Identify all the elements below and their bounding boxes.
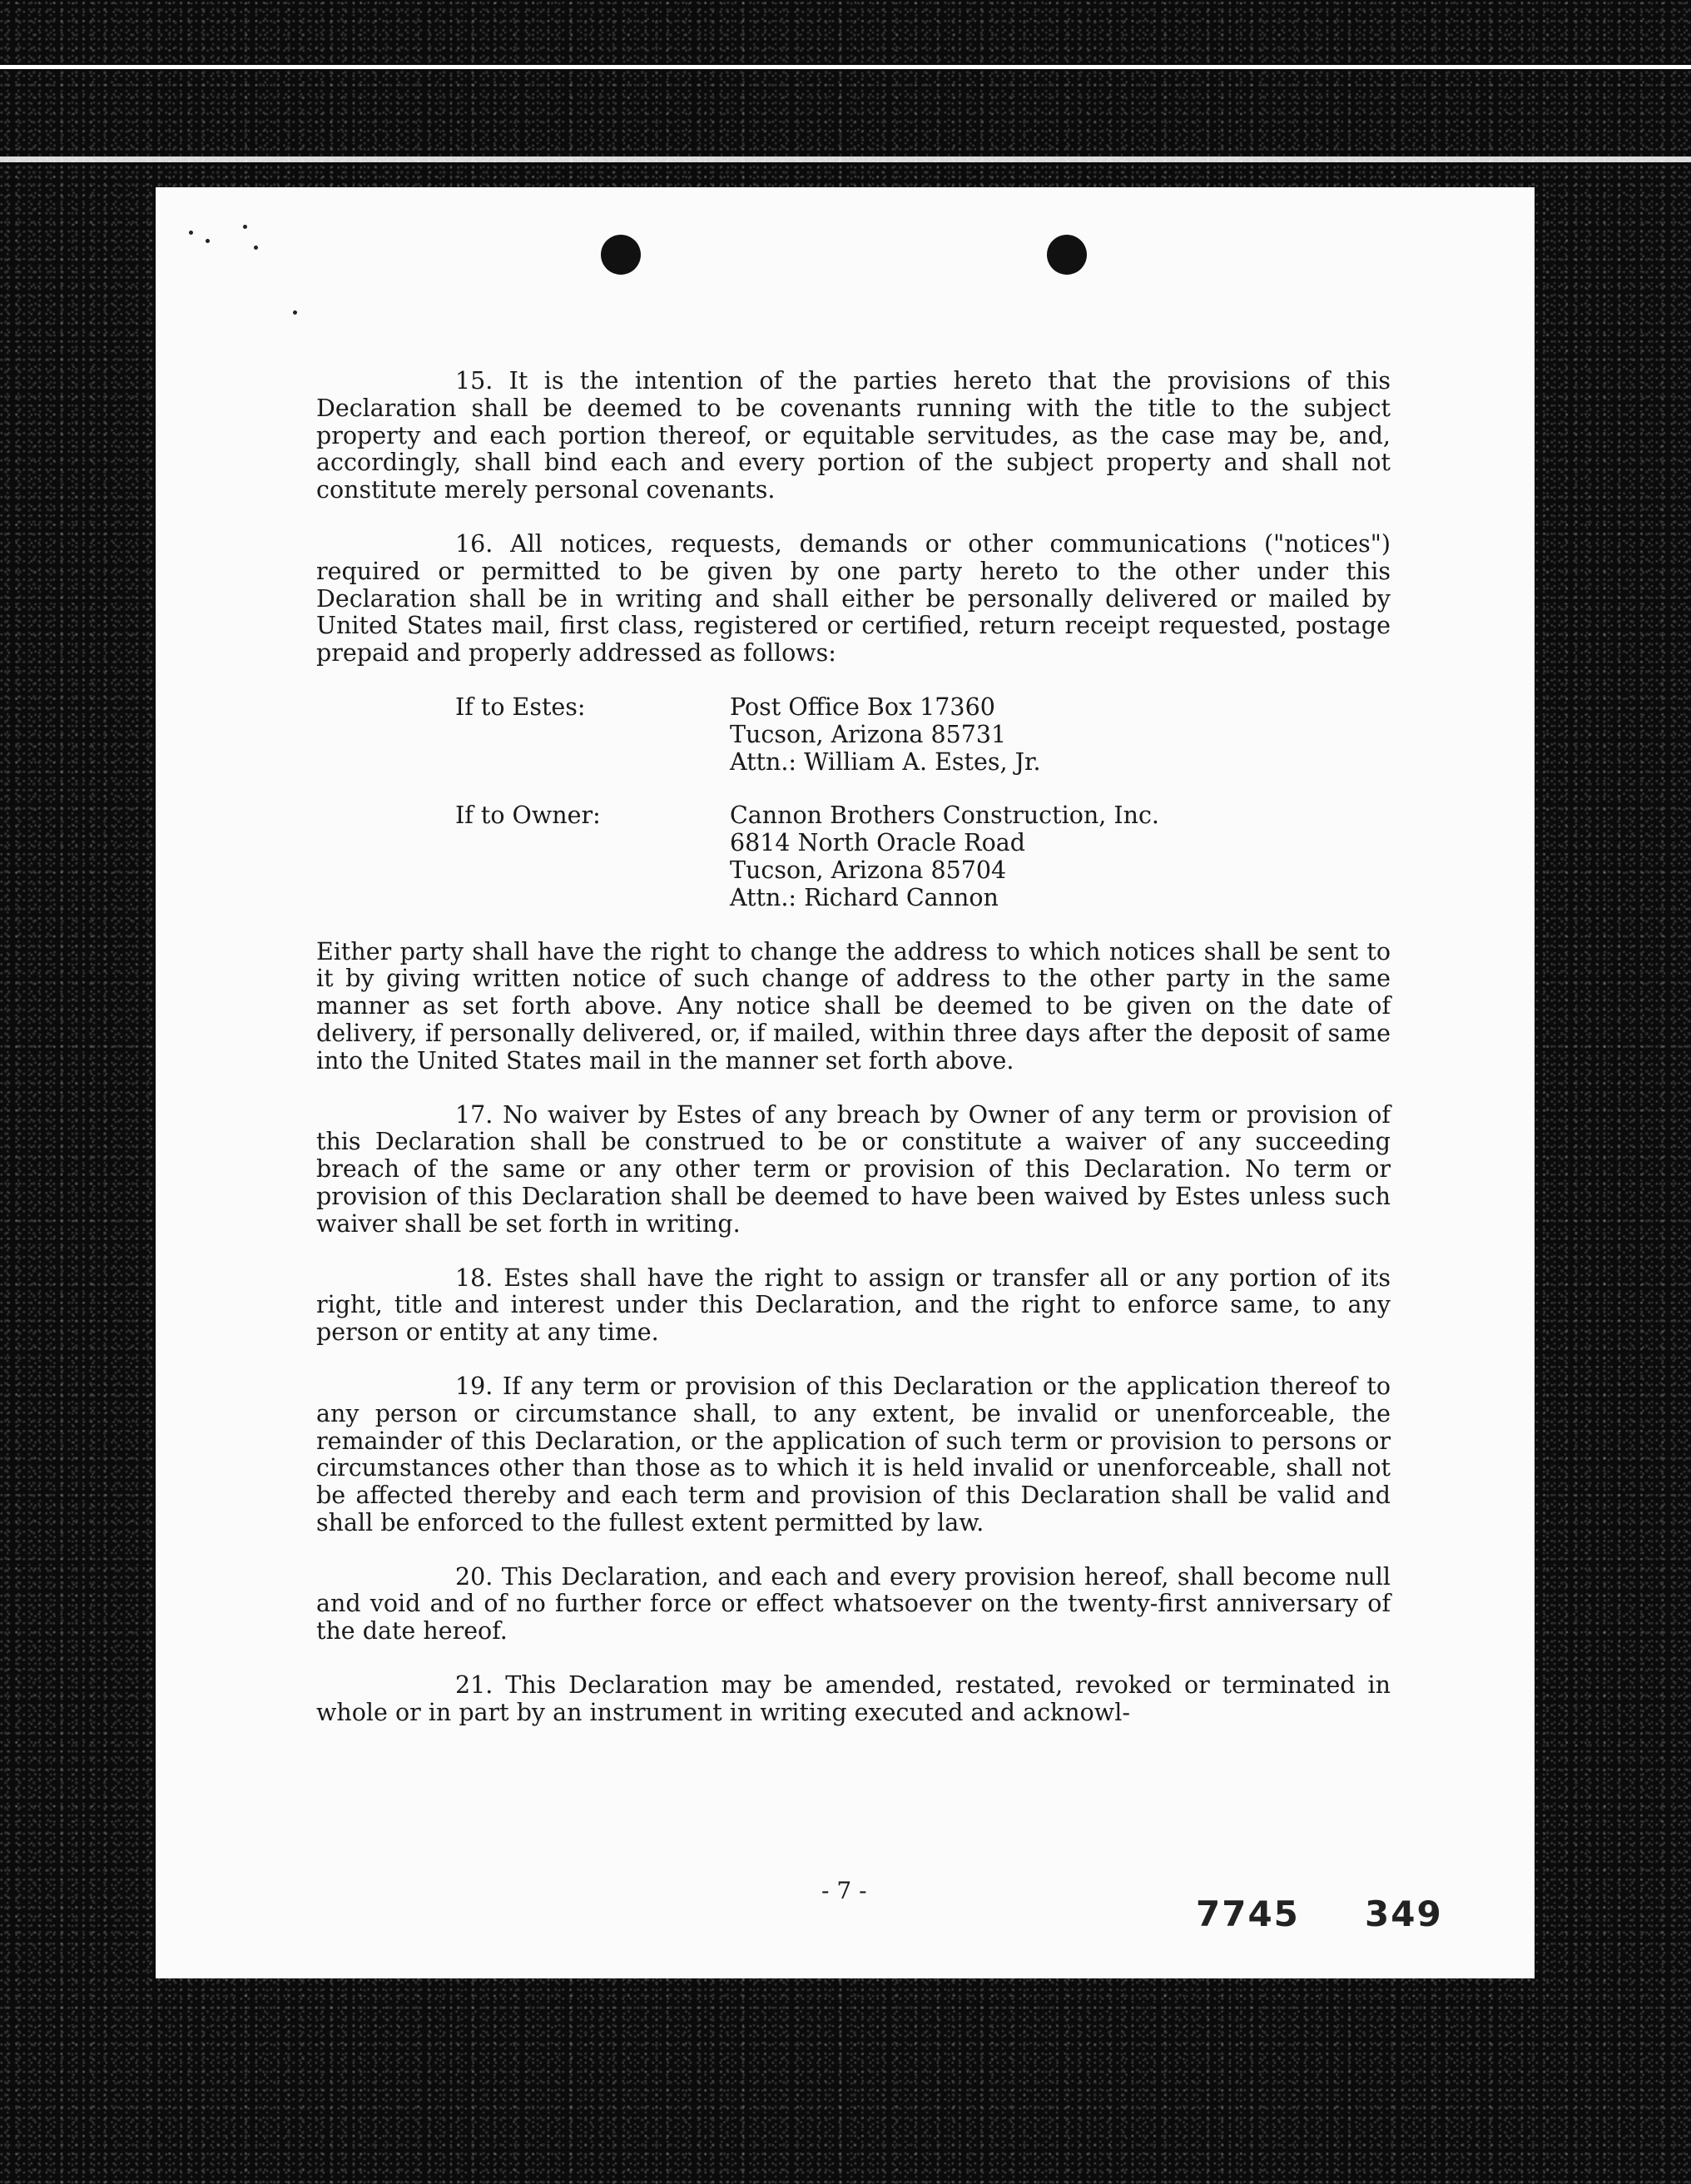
paragraph-16-continuation: Either party shall have the right to change the address to which notices shall be sent to it by giving written notice of such change of address to the other party in the same manner as set forth above. Any notice shall be deemed to be given on the date of delivery, if personally delivered, or, if mailed, within three days after the deposit of same into the United States mail in the manner set forth above. [316, 937, 1391, 1075]
punch-hole-left [601, 235, 641, 275]
declaration-text [316, 368, 1391, 1754]
address-label-owner: If to Owner: [455, 802, 601, 830]
recording-page-number: 349 [1365, 1894, 1443, 1934]
notice-address-estes [316, 694, 1391, 776]
notice-address-owner [316, 802, 1391, 911]
paragraph-19: 19. If any term or provision of this Declaration or the application thereof to any person or circumstance shall, to any extent, be invalid or unenforceable, the remainder of this Declaration, or the application of such term or provision to persons or circumstances other than those as to which it is held invalid or unenforceable, shall not be affected thereby and each term and provision of this Declaration shall be valid and shall be enforced to the fullest extent permitted by law. [316, 1372, 1391, 1536]
paragraph-21: 21. This Declaration may be amended, restated, revoked or terminated in whole or in part by an instrument in writing executed and acknowl- [316, 1671, 1391, 1726]
recording-book-number: 7745 [1196, 1894, 1300, 1934]
address-lines-owner: Cannon Brothers Construction, Inc. 6814 North Oracle Road Tucson, Arizona 85704 Attn.: Richard Cannon [730, 802, 1159, 911]
paragraph-17: 17. No waiver by Estes of any breach by Owner of any term or provision of this Declaration shall be construed to be or constitute a waiver of any succeeding breach of the same or any other term or provision of this Declaration. No term or provision of this Declaration shall be deemed to have been waived by Estes unless such waiver shall be set forth in writing. [316, 1100, 1391, 1238]
scan-speck [254, 246, 258, 250]
scan-speck [243, 225, 247, 229]
scan-edge-line-top [0, 65, 1691, 69]
document-page [156, 187, 1535, 1978]
paragraph-15: 15. It is the intention of the parties hereto that the provisions of this Declaration shall be deemed to be covenants running with the title to the subject property and each portion thereof, or equitable servitudes, as the case may be, and, accordingly, shall bind each and every portion of the subject property and shall not constitute merely personal covenants. [316, 367, 1391, 504]
paragraph-18: 18. Estes shall have the right to assign or transfer all or any portion of its right, title and interest under this Declaration, and the right to enforce same, to any person or entity at any time. [316, 1263, 1391, 1347]
scan-speck [189, 231, 193, 235]
address-label-estes: If to Estes: [455, 692, 586, 721]
punch-hole-right [1047, 235, 1087, 275]
scan-speck [293, 310, 297, 315]
scan-speck [206, 239, 210, 243]
address-lines-estes: Post Office Box 17360 Tucson, Arizona 85731 Attn.: William A. Estes, Jr. [730, 692, 1041, 776]
paragraph-20: 20. This Declaration, and each and every provision hereof, shall become null and void and of no further force or effect whatsoever on the twenty-first anniversary of the date hereof. [316, 1562, 1391, 1645]
scan-edge-line-lower [0, 156, 1691, 162]
paragraph-16: 16. All notices, requests, demands or other communications ("notices") required or permitted to be given by one party hereto to the other under this Declaration shall be in writing and shall either be personally delivered or mailed by United States mail, first class, registered or certified, return receipt requested, postage prepaid and properly addressed as follows: [316, 529, 1391, 668]
page-number: - 7 - [821, 1877, 867, 1904]
